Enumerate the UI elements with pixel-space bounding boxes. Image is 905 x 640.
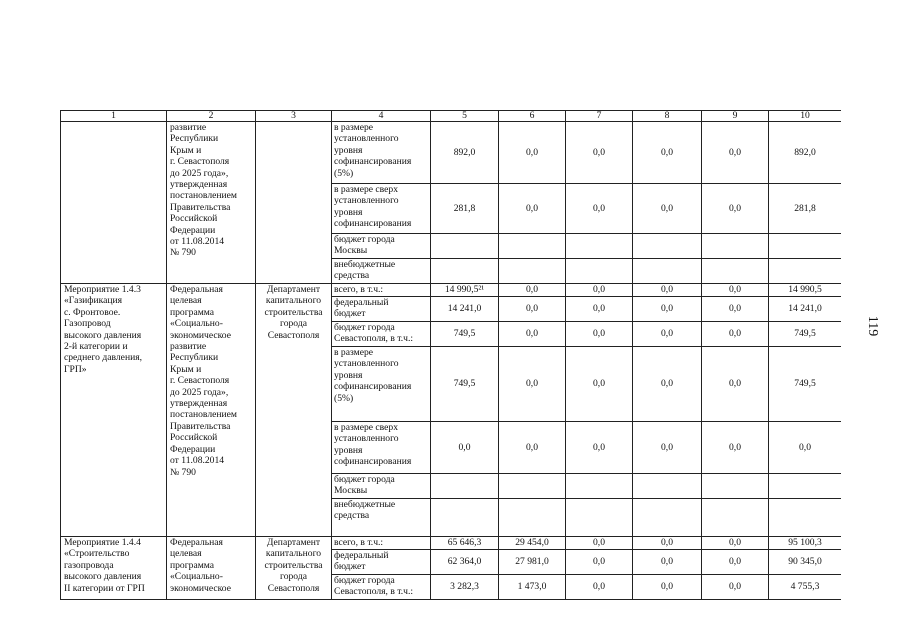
text-line: экономическое <box>170 582 231 594</box>
text-line: программа <box>170 306 215 318</box>
table-row <box>61 122 842 184</box>
text-line: Мероприятие 1.4.3 <box>64 284 141 295</box>
text-line: Москвы <box>334 245 368 257</box>
measure-name-cell <box>61 122 167 284</box>
value-cell: 0,0 <box>566 122 633 184</box>
program-cell <box>167 537 256 600</box>
text-line: развитие <box>170 341 207 353</box>
value-cell: 0,0 <box>702 322 769 347</box>
value-cell: 1 473,0 <box>499 575 566 600</box>
text-line: Правительства <box>170 201 231 213</box>
value-cell <box>769 499 842 537</box>
text-line: софинансирования <box>334 456 412 468</box>
value-cell: 0,0 <box>702 575 769 600</box>
text-line: в размере <box>334 347 374 358</box>
text-line: «Газификация <box>64 295 123 307</box>
value-cell: 0,0 <box>499 284 566 297</box>
value-cell: 0,0 <box>499 184 566 234</box>
header-cell: 4 <box>332 111 431 122</box>
funding-source-cell <box>332 474 431 499</box>
text-line: постановлением <box>170 409 237 421</box>
text-line: Севастополя, в т.ч.: <box>334 586 414 598</box>
value-cell: 0,0 <box>499 422 566 474</box>
measure-name-cell <box>61 537 167 600</box>
text-line: «Социально- <box>170 318 223 330</box>
value-cell: 0,0 <box>769 422 842 474</box>
value-cell <box>431 259 499 284</box>
text-line: постановлением <box>170 190 237 202</box>
value-cell: 0,0 <box>633 122 702 184</box>
text-line: всего, в т.ч.: <box>334 284 384 295</box>
value-cell: 0,0 <box>633 537 702 550</box>
text-line: целевая <box>170 295 202 307</box>
text-line: ГРП» <box>64 363 87 375</box>
table-container <box>60 110 841 610</box>
funding-source-cell <box>332 284 431 297</box>
text-line: до 2025 года», <box>170 167 229 179</box>
value-cell <box>769 259 842 284</box>
value-cell <box>431 234 499 259</box>
header-cell: 2 <box>167 111 256 122</box>
header-cell: 9 <box>702 111 769 122</box>
table-row <box>61 284 842 297</box>
value-cell: 0,0 <box>702 537 769 550</box>
funding-source-cell <box>332 297 431 322</box>
value-cell: 0,0 <box>633 575 702 600</box>
text-line: бюджет <box>334 308 366 320</box>
text-line: софинансирования <box>334 218 412 230</box>
value-cell: 281,8 <box>769 184 842 234</box>
value-cell <box>499 234 566 259</box>
value-cell <box>633 474 702 499</box>
value-cell: 0,0 <box>633 297 702 322</box>
text-line: газопровода <box>64 559 114 571</box>
value-cell: 749,5 <box>769 322 842 347</box>
text-line: Крым и <box>170 144 202 156</box>
value-cell: 0,0 <box>633 284 702 297</box>
text-line: Департамент <box>266 284 321 295</box>
text-line: внебюджетные <box>334 499 396 510</box>
text-line: установленного <box>334 433 399 445</box>
text-line: развитие <box>170 122 207 133</box>
value-cell <box>499 259 566 284</box>
text-line: с. Фронтовое. <box>64 306 121 318</box>
text-line: бюджет города <box>334 322 395 333</box>
measure-name-cell <box>61 284 167 537</box>
table-row <box>61 537 842 550</box>
value-cell: 4 755,3 <box>769 575 842 600</box>
text-line: бюджет города <box>334 234 395 245</box>
value-cell: 0,0 <box>566 575 633 600</box>
text-line: целевая <box>170 548 202 560</box>
funding-source-cell <box>332 234 431 259</box>
header-cell: 5 <box>431 111 499 122</box>
value-cell: 0,0 <box>566 284 633 297</box>
header-cell: 7 <box>566 111 633 122</box>
text-line: федеральный <box>334 550 389 561</box>
value-cell: 0,0 <box>566 322 633 347</box>
value-cell: 0,0 <box>499 297 566 322</box>
value-cell <box>769 474 842 499</box>
text-line: экономическое <box>170 329 231 341</box>
value-cell <box>566 259 633 284</box>
text-line: Республики <box>170 352 219 364</box>
text-line: г. Севастополя <box>170 156 230 168</box>
text-line: всего, в т.ч.: <box>334 537 384 548</box>
text-line: средства <box>334 270 370 282</box>
value-cell <box>499 474 566 499</box>
text-line: Правительства <box>170 420 231 432</box>
value-cell: 0,0 <box>633 322 702 347</box>
text-line: 2-й категории и <box>64 341 128 353</box>
value-cell: 3 282,3 <box>431 575 499 600</box>
funding-source-cell <box>332 322 431 347</box>
value-cell: 14 241,0 <box>431 297 499 322</box>
text-line: Севастополя, в т.ч.: <box>334 333 414 345</box>
value-cell: 0,0 <box>702 284 769 297</box>
text-line: бюджет города <box>334 575 395 586</box>
value-cell: 0,0 <box>702 184 769 234</box>
value-cell <box>566 499 633 537</box>
text-line: города <box>280 318 307 330</box>
value-cell: 0,0 <box>566 347 633 422</box>
value-cell <box>566 234 633 259</box>
value-cell: 95 100,3 <box>769 537 842 550</box>
value-cell: 90 345,0 <box>769 550 842 575</box>
text-line: уровня <box>334 206 363 218</box>
funding-source-cell <box>332 259 431 284</box>
text-line: программа <box>170 559 215 571</box>
text-line: среднего давления, <box>64 352 143 364</box>
value-cell: 0,0 <box>566 297 633 322</box>
program-cell <box>167 284 256 537</box>
value-cell: 0,0 <box>431 422 499 474</box>
text-line: «Социально- <box>170 571 223 583</box>
value-cell: 749,5 <box>431 322 499 347</box>
text-line: «Строительство <box>64 548 130 560</box>
value-cell: 0,0 <box>566 422 633 474</box>
text-line: II категории от ГРП <box>64 582 145 594</box>
value-cell: 0,0 <box>566 537 633 550</box>
text-line: строительства <box>264 559 323 571</box>
value-cell: 65 646,3 <box>431 537 499 550</box>
value-cell <box>566 474 633 499</box>
value-cell <box>769 234 842 259</box>
page-number: 119 <box>865 315 881 337</box>
text-line: (5%) <box>334 167 354 179</box>
header-row <box>61 111 842 122</box>
funding-source-cell <box>332 537 431 550</box>
text-line: уровня <box>334 369 363 381</box>
value-cell: 29 454,0 <box>499 537 566 550</box>
text-line: высокого давления <box>64 329 142 341</box>
value-cell: 14 241,0 <box>769 297 842 322</box>
funding-source-cell <box>332 550 431 575</box>
text-line: в размере сверх <box>334 422 399 433</box>
value-cell: 749,5 <box>769 347 842 422</box>
header-cell: 10 <box>769 111 842 122</box>
value-cell <box>702 259 769 284</box>
value-cell: 0,0 <box>633 347 702 422</box>
financing-table <box>60 110 841 600</box>
text-line: средства <box>334 510 370 522</box>
value-cell <box>633 259 702 284</box>
text-line: Севастополя <box>267 329 320 341</box>
text-line: высокого давления <box>64 571 142 583</box>
text-line: Федерации <box>170 443 216 455</box>
value-cell: 281,8 <box>431 184 499 234</box>
text-line: № 790 <box>170 247 196 259</box>
text-line: Мероприятие 1.4.4 <box>64 537 141 548</box>
funding-source-cell <box>332 184 431 234</box>
funding-source-cell <box>332 122 431 184</box>
text-line: уровня <box>334 144 363 156</box>
value-cell <box>702 234 769 259</box>
text-line: Севастополя <box>267 582 320 594</box>
funding-source-cell <box>332 347 431 422</box>
text-line: Москвы <box>334 485 368 497</box>
funding-source-cell <box>332 422 431 474</box>
text-line: установленного <box>334 195 399 207</box>
text-line: федеральный <box>334 297 389 308</box>
text-line: уровня <box>334 444 363 456</box>
text-line: Федеральная <box>170 284 223 295</box>
table-body <box>61 111 842 600</box>
value-cell: 0,0 <box>702 347 769 422</box>
value-cell <box>633 234 702 259</box>
value-cell: 0,0 <box>702 422 769 474</box>
header-cell: 3 <box>256 111 332 122</box>
text-line: Республики <box>170 133 219 145</box>
text-line: Департамент <box>266 537 321 548</box>
text-line: города <box>280 571 307 583</box>
text-line: от 11.08.2014 <box>170 236 225 248</box>
value-cell <box>702 499 769 537</box>
funding-source-cell <box>332 499 431 537</box>
text-line: (5%) <box>334 392 354 404</box>
text-line: Российской <box>170 213 218 225</box>
text-line: Крым и <box>170 363 202 375</box>
text-line: бюджет города <box>334 474 395 485</box>
text-line: г. Севастополя <box>170 375 230 387</box>
executor-cell <box>256 284 332 537</box>
value-cell: 0,0 <box>499 122 566 184</box>
value-cell <box>633 499 702 537</box>
text-line: от 11.08.2014 <box>170 455 225 467</box>
value-cell <box>431 499 499 537</box>
value-cell: 0,0 <box>702 122 769 184</box>
text-line: утвержденная <box>170 398 228 410</box>
text-line: Газопровод <box>64 318 111 330</box>
value-cell: 0,0 <box>702 550 769 575</box>
text-line: установленного <box>334 133 399 145</box>
executor-cell <box>256 537 332 600</box>
text-line: № 790 <box>170 466 196 478</box>
text-line: в размере <box>334 122 374 133</box>
value-cell: 0,0 <box>633 422 702 474</box>
value-cell <box>499 499 566 537</box>
value-cell: 62 364,0 <box>431 550 499 575</box>
value-cell: 0,0 <box>499 322 566 347</box>
value-cell: 0,0 <box>633 184 702 234</box>
value-cell: 892,0 <box>431 122 499 184</box>
value-cell: 14 990,5²¹ <box>431 284 499 297</box>
text-line: бюджет <box>334 561 366 573</box>
value-cell: 749,5 <box>431 347 499 422</box>
value-cell: 892,0 <box>769 122 842 184</box>
text-line: софинансирования <box>334 381 412 393</box>
value-cell: 0,0 <box>702 297 769 322</box>
executor-cell <box>256 122 332 284</box>
text-line: установленного <box>334 358 399 370</box>
text-line: софинансирования <box>334 156 412 168</box>
value-cell: 0,0 <box>499 347 566 422</box>
value-cell: 0,0 <box>633 550 702 575</box>
value-cell: 14 990,5 <box>769 284 842 297</box>
header-cell: 8 <box>633 111 702 122</box>
text-line: внебюджетные <box>334 259 396 270</box>
text-line: капитального <box>265 548 322 560</box>
value-cell: 0,0 <box>566 184 633 234</box>
text-line: в размере сверх <box>334 184 399 195</box>
value-cell <box>702 474 769 499</box>
header-cell: 1 <box>61 111 167 122</box>
header-cell: 6 <box>499 111 566 122</box>
text-line: Российской <box>170 432 218 444</box>
text-line: строительства <box>264 306 323 318</box>
text-line: до 2025 года», <box>170 386 229 398</box>
program-cell <box>167 122 256 284</box>
value-cell <box>431 474 499 499</box>
text-line: Федерации <box>170 224 216 236</box>
value-cell: 27 981,0 <box>499 550 566 575</box>
value-cell: 0,0 <box>566 550 633 575</box>
funding-source-cell <box>332 575 431 600</box>
text-line: Федеральная <box>170 537 223 548</box>
text-line: утвержденная <box>170 179 228 191</box>
text-line: капитального <box>265 295 322 307</box>
